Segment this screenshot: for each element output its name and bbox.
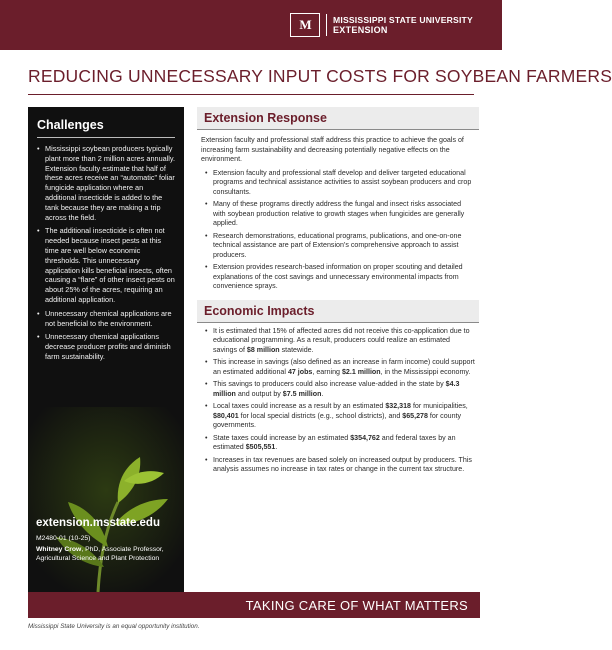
impact-item: • Increases in tax revenues are based solely on increased output by producers. This analysis assumes no increase in tax rates or change in the current tax structure. <box>201 456 475 475</box>
extension-response-section <box>197 107 479 292</box>
brand-line2: EXTENSION <box>333 25 388 35</box>
section-rule <box>197 129 479 130</box>
response-list <box>201 169 475 292</box>
brand-line1: MISSISSIPPI STATE UNIVERSITY <box>333 15 473 25</box>
challenges-heading: Challenges <box>37 118 104 132</box>
challenge-item: • Unnecessary chemical applications decrease producer profits and diminish farm sustainability. <box>37 332 176 361</box>
challenges-rule <box>37 137 175 138</box>
main-content <box>197 107 479 478</box>
author-credit <box>36 546 176 563</box>
challenges-sidebar <box>28 107 184 592</box>
website-link[interactable]: extension.msstate.edu <box>36 517 160 529</box>
response-item: • Research demonstrations, educational programs, publications, and one-on-one technical assistance are part of Extension’s comprehensive approach to assist producers. <box>201 232 475 261</box>
challenge-item: • Mississippi soybean producers typically plant more than 2 million acres annually. Extension faculty estimate that half of these acres receive an “automatic” foliar fungicide application where an additional insecticide is added to the tank because they are making a trip across the field. <box>37 144 176 222</box>
impact-item: • State taxes could increase by an estimated $354,762 and federal taxes by an estimated $505,551. <box>201 434 475 453</box>
challenge-item: • The additional insecticide is often not needed because insect pests at this time are well below economic thresholds. This unnecessary application kills beneficial insects, often causing a “flare” of other insect pests on about 25% of the acres, requiring an additional application. <box>37 226 176 304</box>
impact-item: • It is estimated that 15% of affected acres did not receive this co-application due to educational programming. As a result, producers could realize an estimated savings of $8 million statewide. <box>201 327 475 356</box>
response-item: • Extension faculty and professional staff develop and deliver targeted educational programs and technical assistance activities to assist soybean producers and crop consultants. <box>201 169 475 198</box>
response-item: • Many of these programs directly address the fungal and insect risks associated with soybean production relative to growth stages when fungicides are generally applied. <box>201 200 475 229</box>
response-intro: Extension faculty and professional staff address this practice to achieve the goals of increasing farm sustainability and decreasing potentially negative effects on the environment. <box>201 136 464 163</box>
impact-item: • This increase in savings (also defined as an increase in farm income) could support an estimated additional 47 jobs, earning $2.1 million, in the Mississippi economy. <box>201 358 475 377</box>
economic-impacts-section <box>197 300 479 475</box>
msu-extension-logo[interactable] <box>290 12 480 38</box>
tagline: TAKING CARE OF WHAT MATTERS <box>245 598 468 613</box>
challenge-item: • Unnecessary chemical applications are not beneficial to the environment. <box>37 309 176 329</box>
impact-item: • This savings to producers could also increase value-added in the state by $4.3 million and output by $7.5 million. <box>201 380 475 399</box>
tagline-bar <box>28 592 480 618</box>
msu-logo-icon: M <box>290 13 320 37</box>
author-title: , PhD, Associate Professor, Agricultural Science and Plant Protection <box>36 546 164 562</box>
extension-response-heading: Extension Response <box>197 107 479 129</box>
logo-divider <box>326 14 327 36</box>
sidebar-footer <box>28 517 184 563</box>
equal-opportunity-statement: Mississippi State University is an equal opportunity institution. <box>28 623 200 630</box>
economic-impacts-heading: Economic Impacts <box>197 300 479 322</box>
header-bar <box>0 0 502 50</box>
author-name: Whitney Crow <box>36 546 82 553</box>
logo-text <box>333 15 473 35</box>
soybean-plant-image <box>28 407 184 592</box>
impact-item: • Local taxes could increase as a result by an estimated $32,318 for municipalities, $80,401 for local special districts (e.g., school districts), and $65,278 for county governments. <box>201 402 475 431</box>
response-item: • Extension provides research-based information on proper scouting and detailed explanations of the cost savings and unnecessary environmental impacts from convenience sprays. <box>201 263 475 292</box>
section-rule <box>197 322 479 323</box>
page-title: REDUCING UNNECESSARY INPUT COSTS FOR SOYBEAN FARMERS <box>28 66 612 86</box>
challenges-list <box>37 144 176 362</box>
publication-number: M2480-01 (10-25) <box>36 535 91 542</box>
impacts-list <box>201 327 475 475</box>
title-rule <box>28 94 474 95</box>
